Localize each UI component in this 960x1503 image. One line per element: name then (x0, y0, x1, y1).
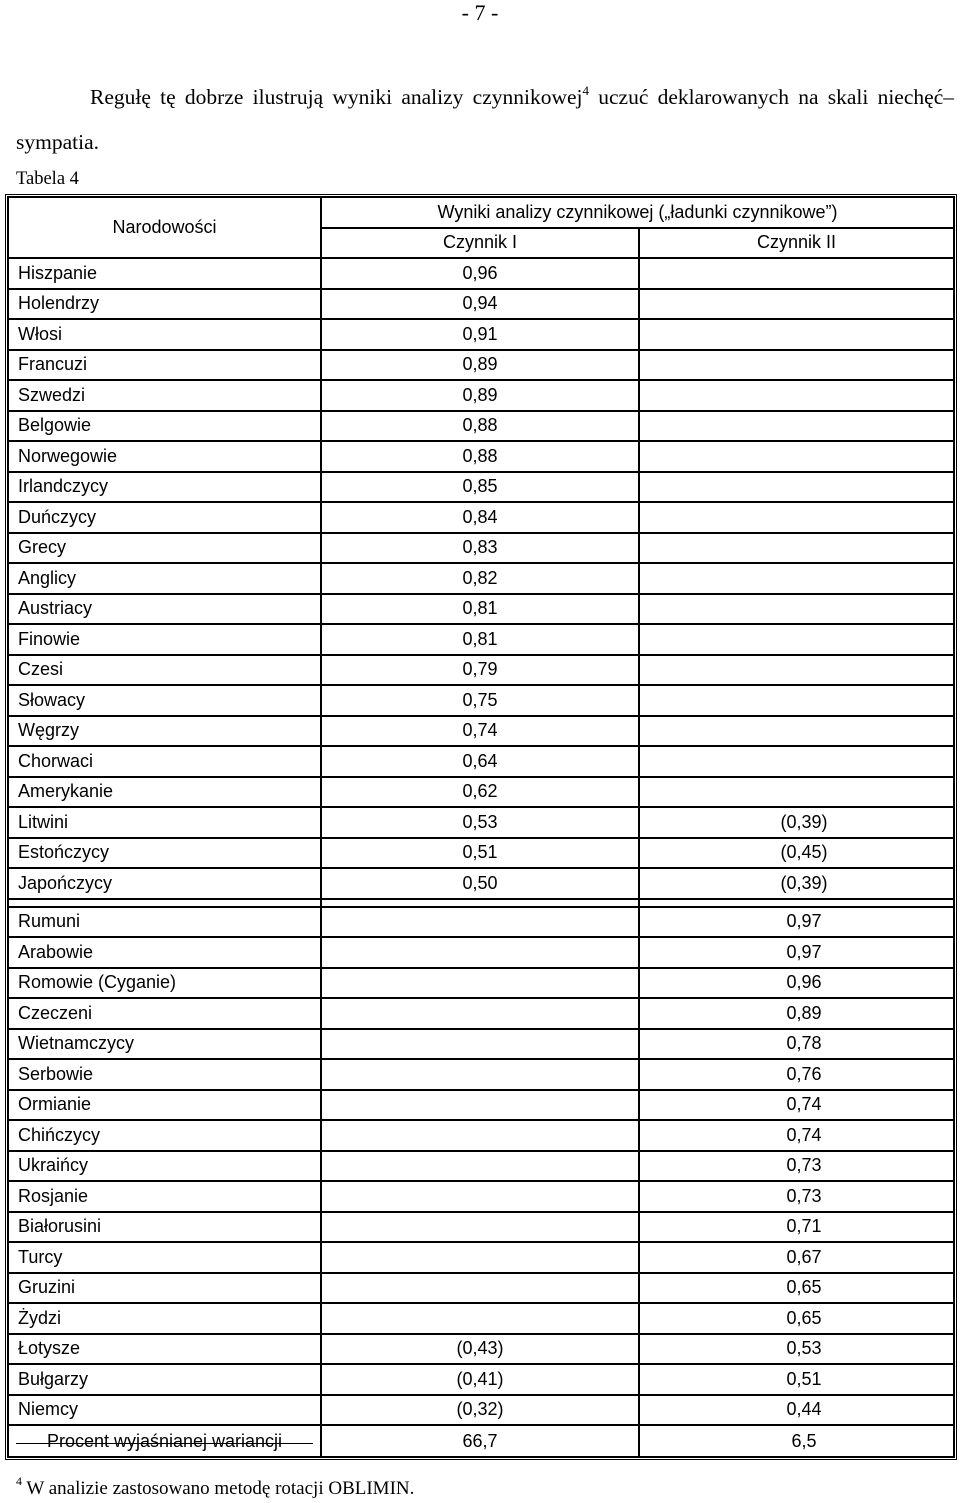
factor-2-cell: 0,96 (639, 968, 954, 999)
nationality-cell: Finowie (8, 624, 321, 655)
nationality-cell: Holendrzy (8, 289, 321, 320)
table-row (8, 1151, 954, 1182)
table-row (8, 1364, 954, 1395)
nationality-cell: Chińczycy (8, 1120, 321, 1151)
nationality-cell: Anglicy (8, 563, 321, 594)
factor-1-cell: 0,53 (321, 807, 639, 838)
table-row (8, 1059, 954, 1090)
nationality-cell: Austriacy (8, 594, 321, 625)
nationality-cell: Rosjanie (8, 1181, 321, 1212)
footnote (16, 1476, 414, 1502)
table-row (8, 1334, 954, 1365)
factor-1-cell (321, 1181, 639, 1212)
nationality-cell: Litwini (8, 807, 321, 838)
table-row (8, 594, 954, 625)
factor-2-cell (639, 533, 954, 564)
nationality-cell: Białorusini (8, 1212, 321, 1243)
header-nationality: Narodowości (8, 197, 321, 258)
table-row (8, 319, 954, 350)
factor-2-cell (639, 685, 954, 716)
nationality-cell: Amerykanie (8, 777, 321, 808)
factor-1-cell: 0,74 (321, 716, 639, 747)
factor-2-cell (639, 441, 954, 472)
group-separator (8, 899, 954, 907)
factor-1-cell: 0,89 (321, 380, 639, 411)
factor-1-cell: 0,81 (321, 624, 639, 655)
nationality-cell: Japończycy (8, 868, 321, 899)
intro-paragraph (16, 75, 954, 165)
table-row (8, 838, 954, 869)
factor-2-cell (639, 380, 954, 411)
factor-1-cell (321, 1303, 639, 1334)
factor-1-cell (321, 1212, 639, 1243)
factor-2-cell (639, 716, 954, 747)
factor-1-cell: 0,75 (321, 685, 639, 716)
header-results: Wyniki analizy czynnikowej („ładunki czynnikowe”) (321, 197, 954, 228)
factor-1-cell: 0,81 (321, 594, 639, 625)
table-row (8, 807, 954, 838)
table-row (8, 350, 954, 381)
factor-1-cell: 0,50 (321, 868, 639, 899)
summary-section (8, 1425, 954, 1457)
factor-1-cell: 0,84 (321, 502, 639, 533)
factor-analysis-table (5, 194, 957, 1460)
table-row (8, 968, 954, 999)
nationality-cell: Słowacy (8, 685, 321, 716)
factor-1-cell (321, 1242, 639, 1273)
table-row (8, 1242, 954, 1273)
summary-row (8, 1425, 954, 1457)
table-row (8, 998, 954, 1029)
page-number: - 7 - (461, 0, 499, 25)
nationality-cell: Rumuni (8, 907, 321, 938)
factor-1-cell (321, 907, 639, 938)
factor-2-cell: 0,67 (639, 1242, 954, 1273)
table-row (8, 937, 954, 968)
table-row (8, 1029, 954, 1060)
nationality-cell: Francuzi (8, 350, 321, 381)
factor-1-cell: 0,91 (321, 319, 639, 350)
table-row (8, 533, 954, 564)
nationality-cell: Czesi (8, 655, 321, 686)
table-row (8, 1181, 954, 1212)
nationality-cell: Czeczeni (8, 998, 321, 1029)
factor-1-cell: 0,79 (321, 655, 639, 686)
factor-2-cell: (0,45) (639, 838, 954, 869)
header-factor-2: Czynnik II (639, 228, 954, 259)
factor-2-cell (639, 594, 954, 625)
factor-2-cell (639, 746, 954, 777)
nationality-cell: Łotysze (8, 1334, 321, 1365)
factor-1-cell: 0,89 (321, 350, 639, 381)
factor-1-cell: 0,85 (321, 472, 639, 503)
factor-2-cell: 0,73 (639, 1181, 954, 1212)
header-factor-1: Czynnik I (321, 228, 639, 259)
table-row (8, 411, 954, 442)
nationality-cell: Norwegowie (8, 441, 321, 472)
summary-label: Procent wyjaśnianej wariancji (8, 1425, 321, 1457)
nationality-cell: Irlandczycy (8, 472, 321, 503)
nationality-cell: Serbowie (8, 1059, 321, 1090)
nationality-cell: Arabowie (8, 937, 321, 968)
nationality-cell: Duńczycy (8, 502, 321, 533)
factor-2-cell: 0,76 (639, 1059, 954, 1090)
factor-2-cell (639, 655, 954, 686)
intro-text-after: uczuć deklarowanych na skali niechęć–sympatia. (16, 84, 954, 154)
nationality-cell: Grecy (8, 533, 321, 564)
nationality-cell: Hiszpanie (8, 258, 321, 289)
footnote-number: 4 (16, 1474, 22, 1488)
factor-2-cell: 0,78 (639, 1029, 954, 1060)
table-row (8, 624, 954, 655)
intro-text-before: Regułę tę dobrze ilustrują wyniki analizy czynnikowej (90, 84, 583, 109)
table-row (8, 907, 954, 938)
table-row (8, 868, 954, 899)
factor-2-cell: 0,73 (639, 1151, 954, 1182)
factor-1-cell (321, 1273, 639, 1304)
factor-2-cell: 0,71 (639, 1212, 954, 1243)
factor-1-cell (321, 1090, 639, 1121)
nationality-cell: Żydzi (8, 1303, 321, 1334)
group2-rows (8, 907, 954, 1426)
factor-2-cell (639, 563, 954, 594)
factor-2-cell: 0,97 (639, 907, 954, 938)
footnote-separator (16, 1443, 313, 1444)
nationality-cell: Szwedzi (8, 380, 321, 411)
factor-1-cell (321, 1120, 639, 1151)
factor-2-cell: 0,74 (639, 1120, 954, 1151)
factor-2-cell: 0,53 (639, 1334, 954, 1365)
summary-factor-2: 6,5 (639, 1425, 954, 1457)
nationality-cell: Węgrzy (8, 716, 321, 747)
factor-1-cell (321, 937, 639, 968)
factor-1-cell: 0,62 (321, 777, 639, 808)
table-row (8, 685, 954, 716)
factor-1-cell (321, 1059, 639, 1090)
nationality-cell: Estończycy (8, 838, 321, 869)
table-row (8, 716, 954, 747)
factor-1-cell: 0,94 (321, 289, 639, 320)
factor-2-cell (639, 472, 954, 503)
table-row (8, 472, 954, 503)
nationality-cell: Gruzini (8, 1273, 321, 1304)
factor-2-cell: 0,44 (639, 1395, 954, 1426)
table-row (8, 746, 954, 777)
factor-1-cell (321, 1151, 639, 1182)
nationality-cell: Belgowie (8, 411, 321, 442)
factor-2-cell (639, 777, 954, 808)
nationality-cell: Niemcy (8, 1395, 321, 1426)
nationality-cell: Turcy (8, 1242, 321, 1273)
nationality-cell: Romowie (Cyganie) (8, 968, 321, 999)
table-row (8, 1395, 954, 1426)
nationality-cell: Chorwaci (8, 746, 321, 777)
factor-2-cell: (0,39) (639, 807, 954, 838)
factor-1-cell: 0,64 (321, 746, 639, 777)
factor-2-cell: (0,39) (639, 868, 954, 899)
table-row (8, 380, 954, 411)
factor-1-cell: (0,32) (321, 1395, 639, 1426)
table-row (8, 655, 954, 686)
nationality-cell: Włosi (8, 319, 321, 350)
nationality-cell: Wietnamczycy (8, 1029, 321, 1060)
table-row (8, 563, 954, 594)
factor-2-cell (639, 502, 954, 533)
factor-1-cell: 0,96 (321, 258, 639, 289)
nationality-cell: Ormianie (8, 1090, 321, 1121)
factor-2-cell (639, 350, 954, 381)
group1-rows (8, 258, 954, 899)
factor-1-cell: (0,41) (321, 1364, 639, 1395)
factor-2-cell (639, 624, 954, 655)
factor-1-cell (321, 968, 639, 999)
footnote-reference: 4 (582, 82, 589, 98)
factor-2-cell: 0,65 (639, 1303, 954, 1334)
factor-2-cell: 0,74 (639, 1090, 954, 1121)
table-row (8, 502, 954, 533)
nationality-cell: Bułgarzy (8, 1364, 321, 1395)
table-row (8, 258, 954, 289)
factor-2-cell: 0,51 (639, 1364, 954, 1395)
summary-factor-1: 66,7 (321, 1425, 639, 1457)
table-row (8, 1120, 954, 1151)
factor-2-cell (639, 319, 954, 350)
factor-2-cell (639, 258, 954, 289)
factor-1-cell: 0,82 (321, 563, 639, 594)
table-row (8, 1273, 954, 1304)
factor-1-cell: (0,43) (321, 1334, 639, 1365)
factor-1-cell (321, 998, 639, 1029)
factor-1-cell: 0,88 (321, 441, 639, 472)
factor-2-cell (639, 289, 954, 320)
table-row (8, 1212, 954, 1243)
factor-2-cell: 0,89 (639, 998, 954, 1029)
factor-1-cell (321, 1029, 639, 1060)
factor-1-cell: 0,88 (321, 411, 639, 442)
factor-1-cell: 0,83 (321, 533, 639, 564)
factor-2-cell: 0,65 (639, 1273, 954, 1304)
factor-2-cell (639, 411, 954, 442)
footnote-text: W analizie zastosowano metodę rotacji OBLIMIN. (22, 1478, 415, 1499)
table-row (8, 289, 954, 320)
table-caption: Tabela 4 (16, 169, 79, 189)
table-row (8, 777, 954, 808)
factor-1-cell: 0,51 (321, 838, 639, 869)
table-row (8, 1090, 954, 1121)
factor-2-cell: 0,97 (639, 937, 954, 968)
table-row (8, 441, 954, 472)
table-row (8, 1303, 954, 1334)
nationality-cell: Ukraińcy (8, 1151, 321, 1182)
